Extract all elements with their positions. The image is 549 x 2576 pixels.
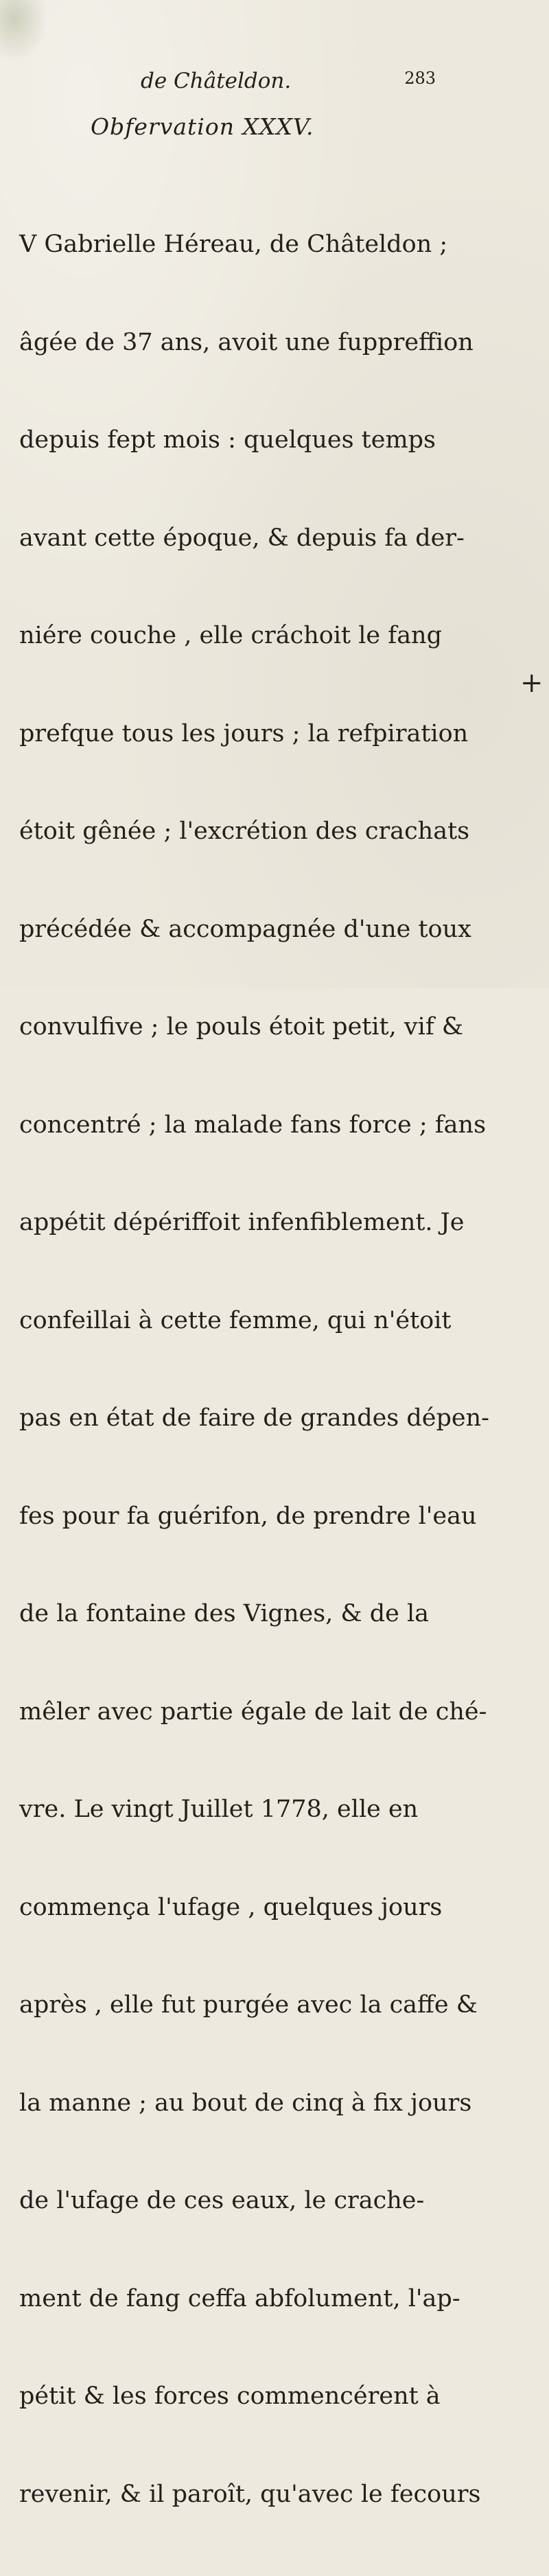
margin-annotation: +	[520, 667, 544, 699]
text-line: étoit gênée ; l'excrétion des crachats	[19, 817, 470, 845]
page-stain	[0, 0, 48, 62]
text-line: niére couche , elle cráchoit le fang	[19, 622, 443, 649]
text-line: convulfive ; le pouls étoit petit, vif &	[19, 1013, 464, 1041]
text-line: confeillai à cette femme, qui n'étoit	[19, 1306, 452, 1334]
text-line: de la fontaine des Vignes, & de la	[19, 1600, 430, 1627]
text-line: pétit & les forces commencérent à	[19, 2382, 441, 2410]
text-line: vre. Le vingt Juillet 1778, elle en	[19, 1796, 419, 1823]
text-line: avant cette époque, & depuis fa der-	[19, 524, 465, 552]
text-line: concentré ; la malade fans force ; fans	[19, 1111, 487, 1139]
text-line: âgée de 37 ans, avoit une fuppreffion	[19, 328, 474, 356]
body-text	[19, 163, 513, 2576]
text-line: revenir, & il paroît, qu'avec le fecours	[19, 2480, 481, 2508]
text-line: fes pour fa guérifon, de prendre l'eau	[19, 1502, 477, 1530]
text-line: mêler avec partie égale de lait de ché-	[19, 1697, 487, 1726]
text-line: appétit dépériffoit infenfiblement. Je	[19, 1209, 465, 1236]
page-number: 283	[404, 69, 436, 88]
running-title: de Châteldon.	[141, 69, 292, 93]
text-line: ment de fang ceffa abfolument, l'ap-	[19, 2284, 460, 2312]
observation-heading: Obfervation XXXV.	[91, 113, 314, 140]
text-line: précédée & accompagnée d'une toux	[19, 915, 471, 943]
text-line: de l'ufage de ces eaux, le crache-	[19, 2187, 425, 2214]
text-line: pas en état de faire de grandes dépen-	[19, 1404, 489, 1432]
running-header	[141, 69, 436, 103]
text-line: après , elle fut purgée avec la caffe &	[19, 1991, 478, 2019]
text-line: depuis fept mois : quelques temps	[19, 426, 436, 454]
text-line: la manne ; au bout de cinq à fix jours	[19, 2089, 472, 2117]
text-line: commença l'ufage , quelques jours	[19, 1893, 443, 1921]
text-line: prefque tous les jours ; la refpiration	[19, 719, 469, 747]
text-line: V Gabrielle Héreau, de Châteldon ;	[19, 231, 448, 258]
